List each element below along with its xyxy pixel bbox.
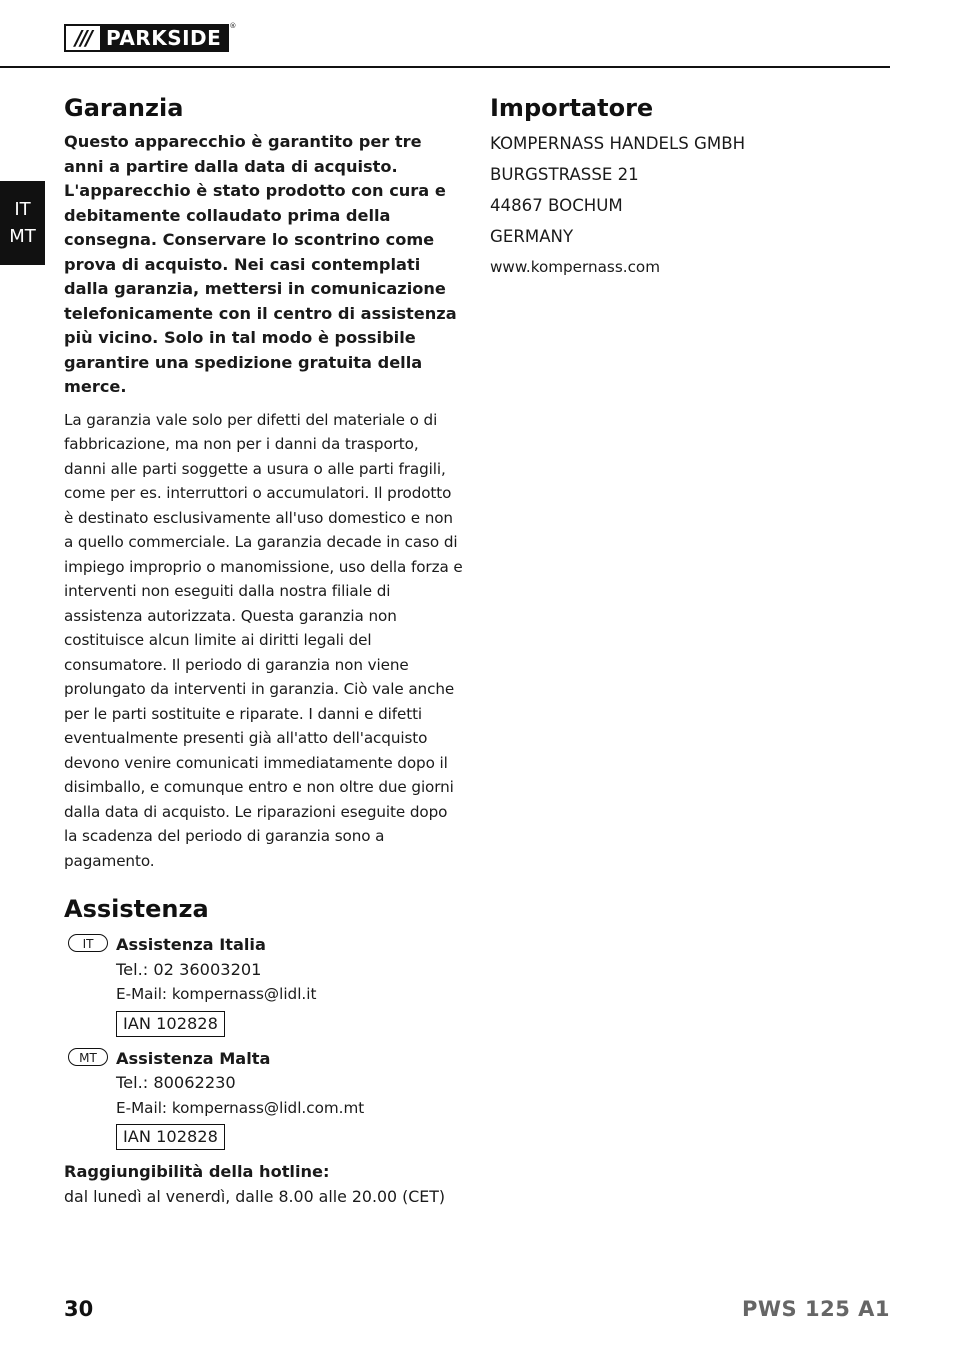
right-column bbox=[490, 92, 890, 283]
service-malta bbox=[64, 1047, 464, 1151]
logo-slashes-icon: /// bbox=[66, 26, 100, 50]
importer-line: 44867 BOCHUM bbox=[490, 196, 623, 215]
country-badge-it: IT bbox=[68, 934, 108, 952]
garanzia-intro: Questo apparecchio è garantito per tre anni a partire dalla data di acquisto. L'apparecchio è stato prodotto con cura e debitamente collaudato prima della consegna. Conservare lo scontrino come prova di acquisto. Nei casi contemplati dalla garanzia, mettersi in comunicazione telefonicamente con il centro di assistenza più vicino. Solo in tal modo è possibile garantire una spedizione gratuita della merce. bbox=[64, 132, 457, 396]
importer-line: GERMANY bbox=[490, 227, 574, 246]
page-number: 30 bbox=[64, 1297, 94, 1321]
logo-text: PARKSIDE bbox=[106, 26, 222, 50]
service-italy bbox=[64, 933, 464, 1037]
assistenza-title: Assistenza bbox=[64, 895, 209, 923]
ian-box: IAN 102828 bbox=[116, 1124, 225, 1150]
importer-line: KOMPERNASS HANDELS GMBH bbox=[490, 134, 746, 153]
service-email: E-Mail: kompernass@lidl.it bbox=[116, 985, 317, 1003]
left-column bbox=[64, 92, 464, 1209]
service-tel: Tel.: 80062230 bbox=[116, 1073, 236, 1092]
garanzia-body: La garanzia vale solo per difetti del materiale o di fabbricazione, ma non per i danni da trasporto, danni alle parti soggette a usura o alle parti fragili, come per es. interruttori o accumulatori. Il prodotto è destinato esclusivamente all'uso domestico e non a quello commerciale. La garanzia decade in caso di impiego improprio o manomissione, uso della forza e interventi non eseguiti dalla nostra filiale di assistenza autorizzata. Questa garanzia non costituisce alcun limite ai diritti legali del consumatore. Il periodo di garanzia non viene prolungato da interventi in garanzia. Ciò vale anche per le parti sostituite e riparate. I danni e difetti eventualmente presenti già all'atto dell'acquisto devono venire comunicati immediatamente dopo il disimballo, e comunque entro e non oltre due giorni dalla data di acquisto. Le riparazioni eseguite dopo la scadenza del periodo di garanzia sono a pagamento. bbox=[64, 410, 463, 870]
parkside-logo bbox=[64, 22, 237, 52]
garanzia-title: Garanzia bbox=[64, 94, 184, 122]
country-badge-mt: MT bbox=[68, 1048, 108, 1066]
hotline-text: dal lunedì al venerdì, dalle 8.00 alle 20.00 (CET) bbox=[64, 1186, 446, 1206]
model-number: PWS 125 A1 bbox=[741, 1297, 890, 1321]
importer-line: BURGSTRASSE 21 bbox=[490, 165, 639, 184]
language-tab-mt: MT bbox=[9, 226, 36, 247]
importer-website: www.kompernass.com bbox=[490, 258, 661, 276]
service-name: Assistenza Italia bbox=[116, 935, 266, 954]
service-email: E-Mail: kompernass@lidl.com.mt bbox=[116, 1098, 365, 1117]
header-rule bbox=[0, 66, 890, 68]
ian-box: IAN 102828 bbox=[116, 1011, 225, 1037]
service-name: Assistenza Malta bbox=[116, 1048, 271, 1068]
importatore-title: Importatore bbox=[490, 94, 654, 122]
logo-registered: ® bbox=[229, 22, 237, 30]
service-tel: Tel.: 02 36003201 bbox=[116, 959, 262, 979]
language-tab-it: IT bbox=[14, 199, 31, 220]
language-tab bbox=[0, 181, 45, 265]
hotline-title: Raggiungibilità della hotline: bbox=[64, 1162, 330, 1181]
